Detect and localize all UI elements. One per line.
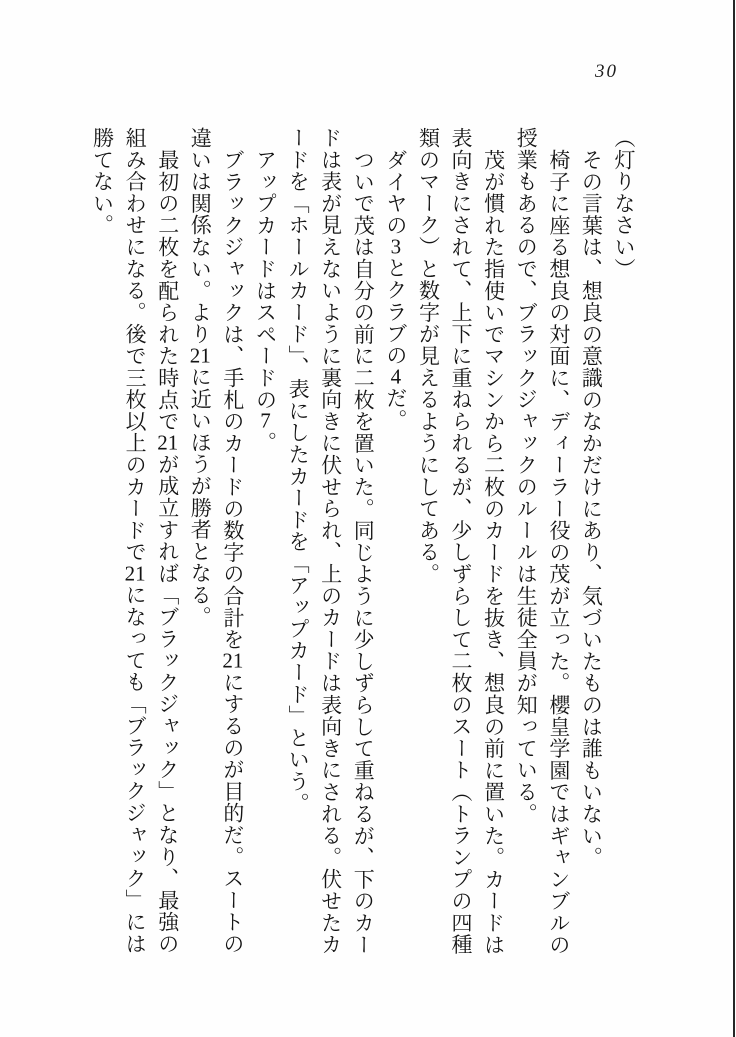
paragraph-4: 茂が慣れた指使いでマシンから二枚のカードを抜き、想良の前に置いた。カードは 表向きにされて、上下に重ねられるが、少しずらして二枚のスート（トランプの四種 類のマーク）と数字が見えるようにしてある。 [416,127,506,956]
page-edge-line [733,0,735,1037]
paragraph-7: アップカードはスペードの7。 [253,148,278,454]
paragraph-3: 椅子に座る想良の対面に、ディーラー役の茂が立った。櫻皇学園ではギャンブルの 授業もあるので、ブラックジャックのルールは生徒全員が知っている。 [514,127,571,956]
paragraph-6: ついで茂は自分の前に二枚を置いた。同じように少しずらして重ねるが、下のカー ドは表が見えないように裏向きに伏せられ、上のカードは表向きにされる。伏せたカ ードを「ホールカード」、表にしたカードを「アップカード」という。 [286,127,376,956]
paragraph-8: ブラックジャックは、手札のカードの数字の合計を21にするのが目的だ。スートの 違いは関係ない。より21に近いほうが勝者となる。 [188,127,245,955]
paragraph-9: 最初の二枚を配られた時点で21が成立すれば「ブラックジャック」となり、最強の 組み合わせになる。後で三枚以上のカードで21になっても「ブラックジャック」には 勝てない。 [90,127,180,955]
paragraph-5: ダイヤの3とクラブの4だ。 [383,148,408,431]
paragraph-1: （灯りなさい） [612,127,636,280]
body-text [86,127,640,967]
paragraph-2: その言葉は、想良の意識のなかだけにあり、気づいたものは誰もいない。 [579,148,604,869]
page-number: 30 [595,61,618,82]
